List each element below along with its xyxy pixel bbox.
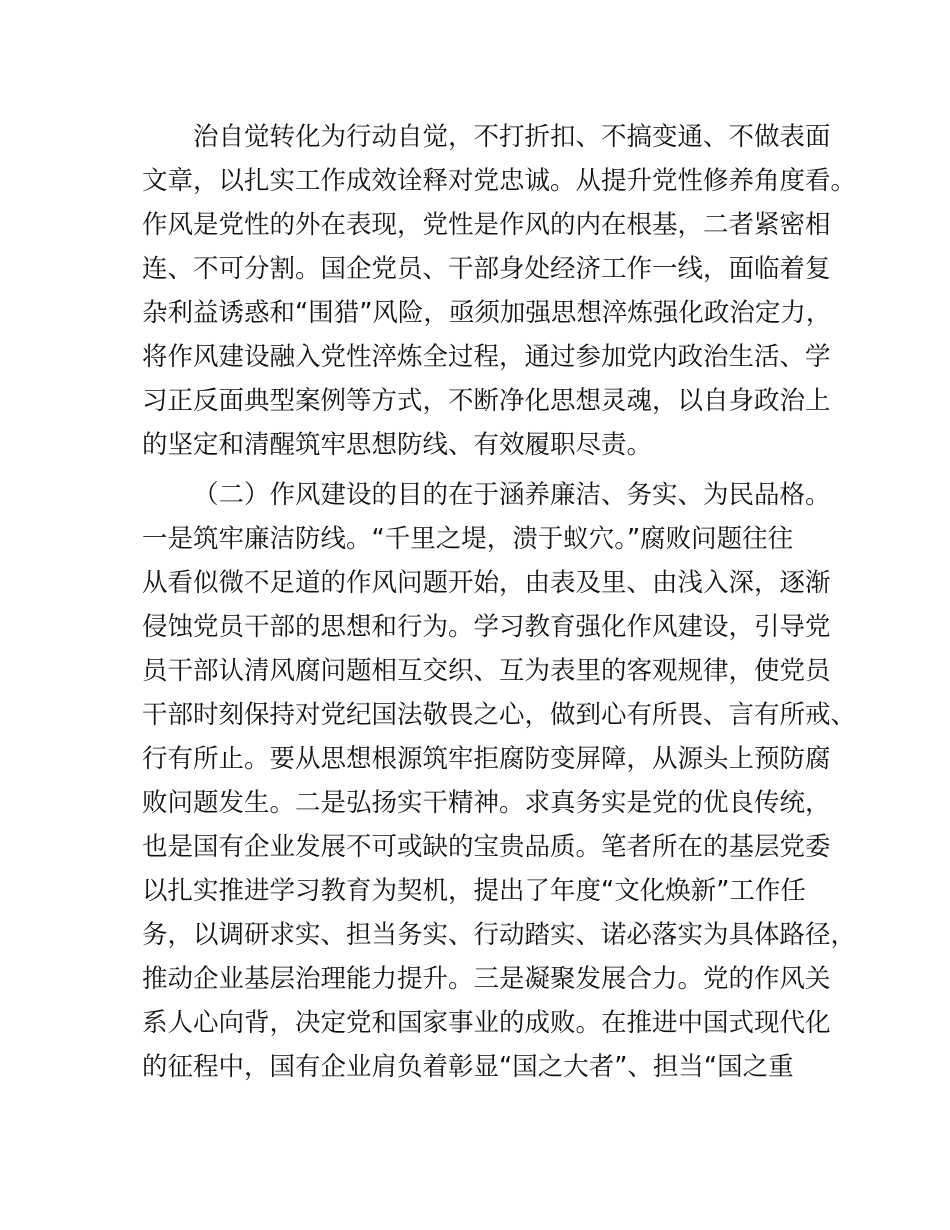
paragraph-2-line-10: 以扎实推进学习教育为契机，提出了年度“文化焕新”工作任 bbox=[142, 876, 806, 906]
paragraph-2-line-6: 干部时刻保持对党纪国法敬畏之心，做到心有所畏、言有所戒、 bbox=[142, 700, 857, 730]
paragraph-2-line-9: 也是国有企业发展不可或缺的宝贵品质。笔者所在的基层党委 bbox=[142, 832, 831, 862]
paragraph-2-line-5: 员干部认清风腐问题相互交织、互为表里的客观规律，使党员 bbox=[142, 656, 831, 686]
paragraph-2-line-14: 的征程中，国有企业肩负着彰显“国之大者”、担当“国之重 bbox=[142, 1052, 794, 1082]
paragraph-2-line-3: 从看似微不足道的作风问题开始，由表及里、由浅入深，逐渐 bbox=[142, 568, 831, 598]
paragraph-1-line-6: 将作风建设融入党性淬炼全过程，通过参加党内政治生活、学 bbox=[142, 342, 831, 372]
paragraph-1-line-8: 的坚定和清醒筑牢思想防线、有效履职尽责。 bbox=[142, 430, 653, 460]
paragraph-2-line-13: 系人心向背，决定党和国家事业的成败。在推进中国式现代化 bbox=[142, 1008, 831, 1038]
paragraph-1-line-3: 作风是党性的外在表现，党性是作风的内在根基，二者紧密相 bbox=[142, 210, 831, 240]
paragraph-2-line-8: 败问题发生。二是弘扬实干精神。求真务实是党的优良传统， bbox=[142, 788, 831, 818]
paragraph-1-line-1: 治自觉转化为行动自觉，不打折扣、不搞变通、不做表面 bbox=[193, 122, 831, 152]
paragraph-2-line-1: （二）作风建设的目的在于涵养廉洁、务实、为民品格。 bbox=[193, 480, 831, 510]
paragraph-1-line-2: 文章，以扎实工作成效诠释对党忠诚。从提升党性修养角度看。 bbox=[142, 166, 857, 196]
paragraph-1-line-4: 连、不可分割。国企党员、干部身处经济工作一线，面临着复 bbox=[142, 254, 831, 284]
paragraph-2-line-11: 务，以调研求实、担当务实、行动踏实、诺必落实为具体路径， bbox=[142, 920, 857, 950]
paragraph-2-line-4: 侵蚀党员干部的思想和行为。学习教育强化作风建设，引导党 bbox=[142, 612, 831, 642]
paragraph-1-line-7: 习正反面典型案例等方式，不断净化思想灵魂，以自身政治上 bbox=[142, 386, 831, 416]
paragraph-2-line-12: 推动企业基层治理能力提升。三是凝聚发展合力。党的作风关 bbox=[142, 964, 831, 994]
paragraph-2-line-7: 行有所止。要从思想根源筑牢拒腐防变屏障，从源头上预防腐 bbox=[142, 744, 831, 774]
paragraph-2-line-2: 一是筑牢廉洁防线。“千里之堤，溃于蚁穴。”腐败问题往往 bbox=[142, 524, 794, 554]
paragraph-1-line-5: 杂利益诱惑和“围猎”风险，亟须加强思想淬炼强化政治定力， bbox=[142, 298, 832, 328]
